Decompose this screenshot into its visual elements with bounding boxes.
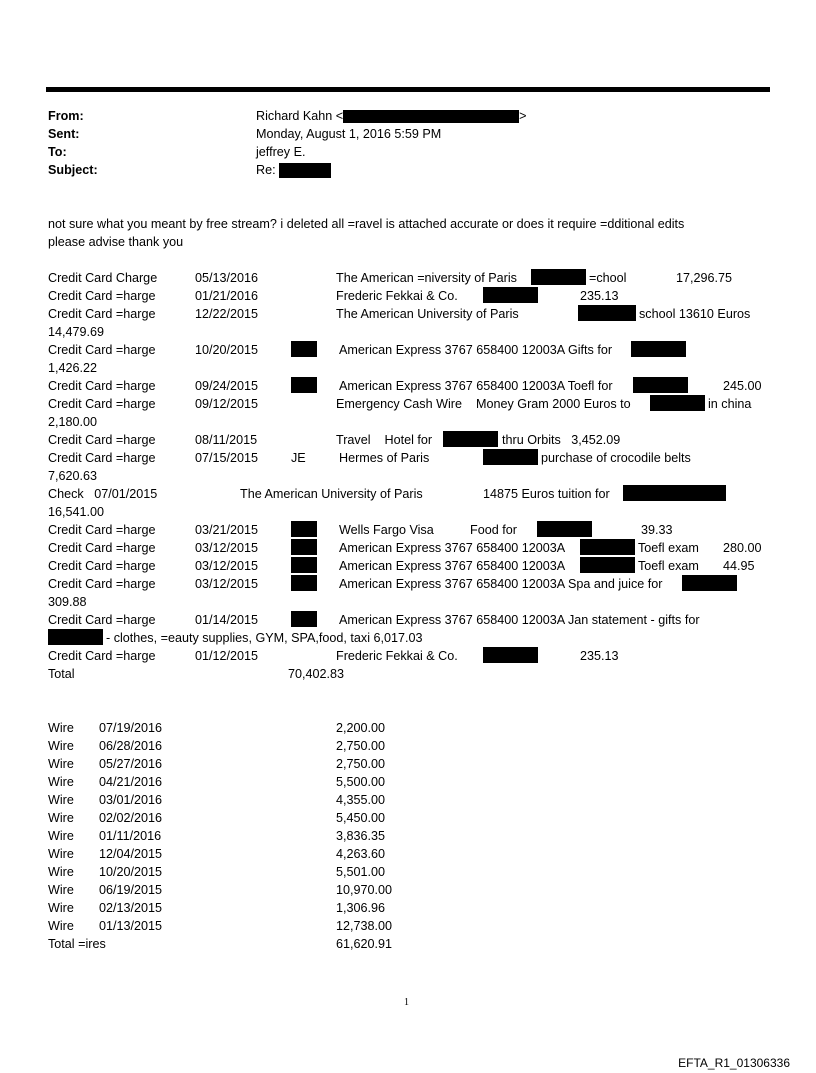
page-number: 1 (404, 997, 409, 1008)
charge-date: 09/12/2015 (195, 397, 259, 411)
wire-date: 12/04/2015 (99, 847, 163, 861)
redaction (483, 287, 538, 303)
wire-type: Wire (48, 847, 74, 861)
wire-date: 06/28/2016 (99, 739, 163, 753)
charge-date: 12/22/2015 (195, 307, 259, 321)
wire-date: 06/19/2015 (99, 883, 163, 897)
charge-type: Credit Card =harge (48, 379, 156, 393)
charge-payee: The American =niversity of Paris (336, 271, 517, 285)
redaction (537, 521, 592, 537)
to-value: jeffrey E. (256, 145, 306, 159)
charge-type: Credit Card =harge (48, 559, 156, 573)
redaction (650, 395, 705, 411)
wire-type: Wire (48, 811, 74, 825)
redaction (48, 629, 103, 645)
redaction (291, 539, 317, 555)
wire-date: 02/13/2015 (99, 901, 163, 915)
charge-payee: American Express 3767 658400 12003A (339, 541, 566, 555)
charge-note: in china (708, 397, 752, 411)
message-line: not sure what you meant by free stream? i deleted all =ravel is attached accurate or does it require =dditional edits (48, 217, 685, 231)
redaction (443, 431, 498, 447)
wire-amount: 4,355.00 (336, 793, 386, 807)
charge-type: Credit Card =harge (48, 451, 156, 465)
redaction (483, 647, 538, 663)
redaction (291, 341, 317, 357)
wire-amount: 4,263.60 (336, 847, 386, 861)
charge-payee: Hermes of Paris (339, 451, 430, 465)
wires-total-value: 61,620.91 (336, 937, 393, 951)
to-label: To: (48, 145, 67, 159)
charge-amount: 16,541.00 (48, 505, 105, 519)
charge-note: thru Orbits 3,452.09 (502, 433, 621, 447)
charge-date: 08/11/2015 (195, 433, 258, 447)
wire-type: Wire (48, 829, 74, 843)
charge-amount: 7,620.63 (48, 469, 98, 483)
charge-amount: 39.33 (641, 523, 673, 537)
redaction (580, 539, 635, 555)
redaction (291, 521, 317, 537)
subject-value: Re: (256, 161, 331, 179)
charge-type: Credit Card =harge (48, 289, 156, 303)
charge-payee: American Express 3767 658400 12003A Jan statement - gifts for (339, 613, 700, 627)
wire-type: Wire (48, 865, 74, 879)
wire-amount: 5,450.00 (336, 811, 386, 825)
wire-amount: 3,836.35 (336, 829, 386, 843)
charge-payee: Emergency Cash Wire Money Gram 2000 Euros to (336, 397, 631, 411)
charge-payee: American Express 3767 658400 12003A Spa and juice for (339, 577, 663, 591)
charge-note: Toefl exam (638, 541, 699, 555)
charge-date: 01/21/2016 (195, 289, 259, 303)
redaction (633, 377, 688, 393)
charge-amount: 280.00 (723, 541, 762, 555)
charge-type: Credit Card =harge (48, 307, 156, 321)
sent-label: Sent: (48, 127, 80, 141)
wire-date: 10/20/2015 (99, 865, 163, 879)
wire-type: Wire (48, 919, 74, 933)
charge-payee: Travel Hotel for (336, 433, 433, 447)
charge-payee: The American University of Paris (336, 307, 519, 321)
charge-detail: - clothes, =eauty supplies, GYM, SPA,food, taxi 6,017.03 (106, 631, 423, 645)
charge-note: =chool (589, 271, 627, 285)
wire-type: Wire (48, 739, 74, 753)
message-line: please advise thank you (48, 235, 184, 249)
charge-payee: Frederic Fekkai & Co. (336, 649, 458, 663)
charge-payee: American Express 3767 658400 12003A (339, 559, 566, 573)
charge-note: Toefl exam (638, 559, 699, 573)
redaction (631, 341, 686, 357)
wires-total-label: Total =ires (48, 937, 106, 951)
wire-amount: 12,738.00 (336, 919, 393, 933)
redaction (682, 575, 737, 591)
redaction (531, 269, 586, 285)
charge-payee: Wells Fargo Visa (339, 523, 434, 537)
charges-total-label: Total (48, 667, 75, 681)
charge-amount: 44.95 (723, 559, 755, 573)
header-rule (46, 87, 770, 92)
charge-amount: 235.13 (580, 649, 619, 663)
charges-total-value: 70,402.83 (288, 667, 345, 681)
charge-type: Check 07/01/2015 (48, 487, 158, 501)
charge-payee: American Express 3767 658400 12003A Toefl for (339, 379, 613, 393)
charge-type: Credit Card =harge (48, 541, 156, 555)
wire-type: Wire (48, 757, 74, 771)
document-id: EFTA_R1_01306336 (678, 1056, 790, 1070)
wire-amount: 10,970.00 (336, 883, 393, 897)
charge-type: Credit Card =harge (48, 613, 156, 627)
charge-date: 03/12/2015 (195, 559, 259, 573)
charge-type: Credit Card =harge (48, 433, 156, 447)
charge-type: Credit Card =harge (48, 523, 156, 537)
wire-amount: 5,500.00 (336, 775, 386, 789)
charge-initials: JE (291, 451, 306, 465)
redaction (291, 611, 317, 627)
redaction (343, 110, 519, 123)
charge-type: Credit Card =harge (48, 649, 156, 663)
wire-type: Wire (48, 721, 74, 735)
charge-amount: 245.00 (723, 379, 762, 393)
redaction (291, 557, 317, 573)
charge-date: 01/14/2015 (195, 613, 259, 627)
wire-date: 04/21/2016 (99, 775, 163, 789)
from-value: Richard Kahn < > (256, 109, 527, 123)
wire-date: 01/13/2015 (99, 919, 163, 933)
charge-note: purchase of crocodile belts (541, 451, 691, 465)
charge-amount: 1,426.22 (48, 361, 98, 375)
charge-date: 05/13/2016 (195, 271, 259, 285)
wire-type: Wire (48, 883, 74, 897)
wire-amount: 2,750.00 (336, 739, 386, 753)
wire-amount: 2,200.00 (336, 721, 386, 735)
wire-date: 02/02/2016 (99, 811, 163, 825)
charge-amount: 2,180.00 (48, 415, 98, 429)
charge-type: Credit Card =harge (48, 577, 156, 591)
redaction (623, 485, 726, 501)
charge-date: 01/12/2015 (195, 649, 259, 663)
charge-date: 10/20/2015 (195, 343, 259, 357)
redaction (291, 575, 317, 591)
charge-note: 14875 Euros tuition for (483, 487, 610, 501)
wire-date: 05/27/2016 (99, 757, 163, 771)
charge-amount: 14,479.69 (48, 325, 105, 339)
charge-type: Credit Card Charge (48, 271, 158, 285)
charge-amount: 17,296.75 (676, 271, 733, 285)
charge-payee: American Express 3767 658400 12003A Gifts for (339, 343, 613, 357)
wire-type: Wire (48, 775, 74, 789)
wire-amount: 5,501.00 (336, 865, 386, 879)
charge-type: Credit Card =harge (48, 343, 156, 357)
wire-type: Wire (48, 793, 74, 807)
charge-note: Food for (470, 523, 517, 537)
redaction (279, 163, 331, 178)
redaction (483, 449, 538, 465)
redaction (580, 557, 635, 573)
wire-date: 07/19/2016 (99, 721, 163, 735)
charge-date: 03/12/2015 (195, 541, 259, 555)
subject-label: Subject: (48, 163, 98, 177)
charge-date: 03/12/2015 (195, 577, 259, 591)
charge-payee: The American University of Paris (240, 487, 423, 501)
charge-payee: Frederic Fekkai & Co. (336, 289, 458, 303)
charge-type: Credit Card =harge (48, 397, 156, 411)
from-label: From: (48, 109, 84, 123)
wire-amount: 1,306.96 (336, 901, 386, 915)
redaction (291, 377, 317, 393)
wire-date: 01/11/2016 (99, 829, 162, 843)
charge-date: 09/24/2015 (195, 379, 259, 393)
sent-value: Monday, August 1, 2016 5:59 PM (256, 127, 442, 141)
charge-date: 07/15/2015 (195, 451, 259, 465)
wire-type: Wire (48, 901, 74, 915)
charge-note: school 13610 Euros (639, 307, 751, 321)
wire-amount: 2,750.00 (336, 757, 386, 771)
wire-date: 03/01/2016 (99, 793, 163, 807)
charge-amount: 309.88 (48, 595, 87, 609)
charge-amount: 235.13 (580, 289, 619, 303)
charge-date: 03/21/2015 (195, 523, 259, 537)
redaction (578, 305, 636, 321)
